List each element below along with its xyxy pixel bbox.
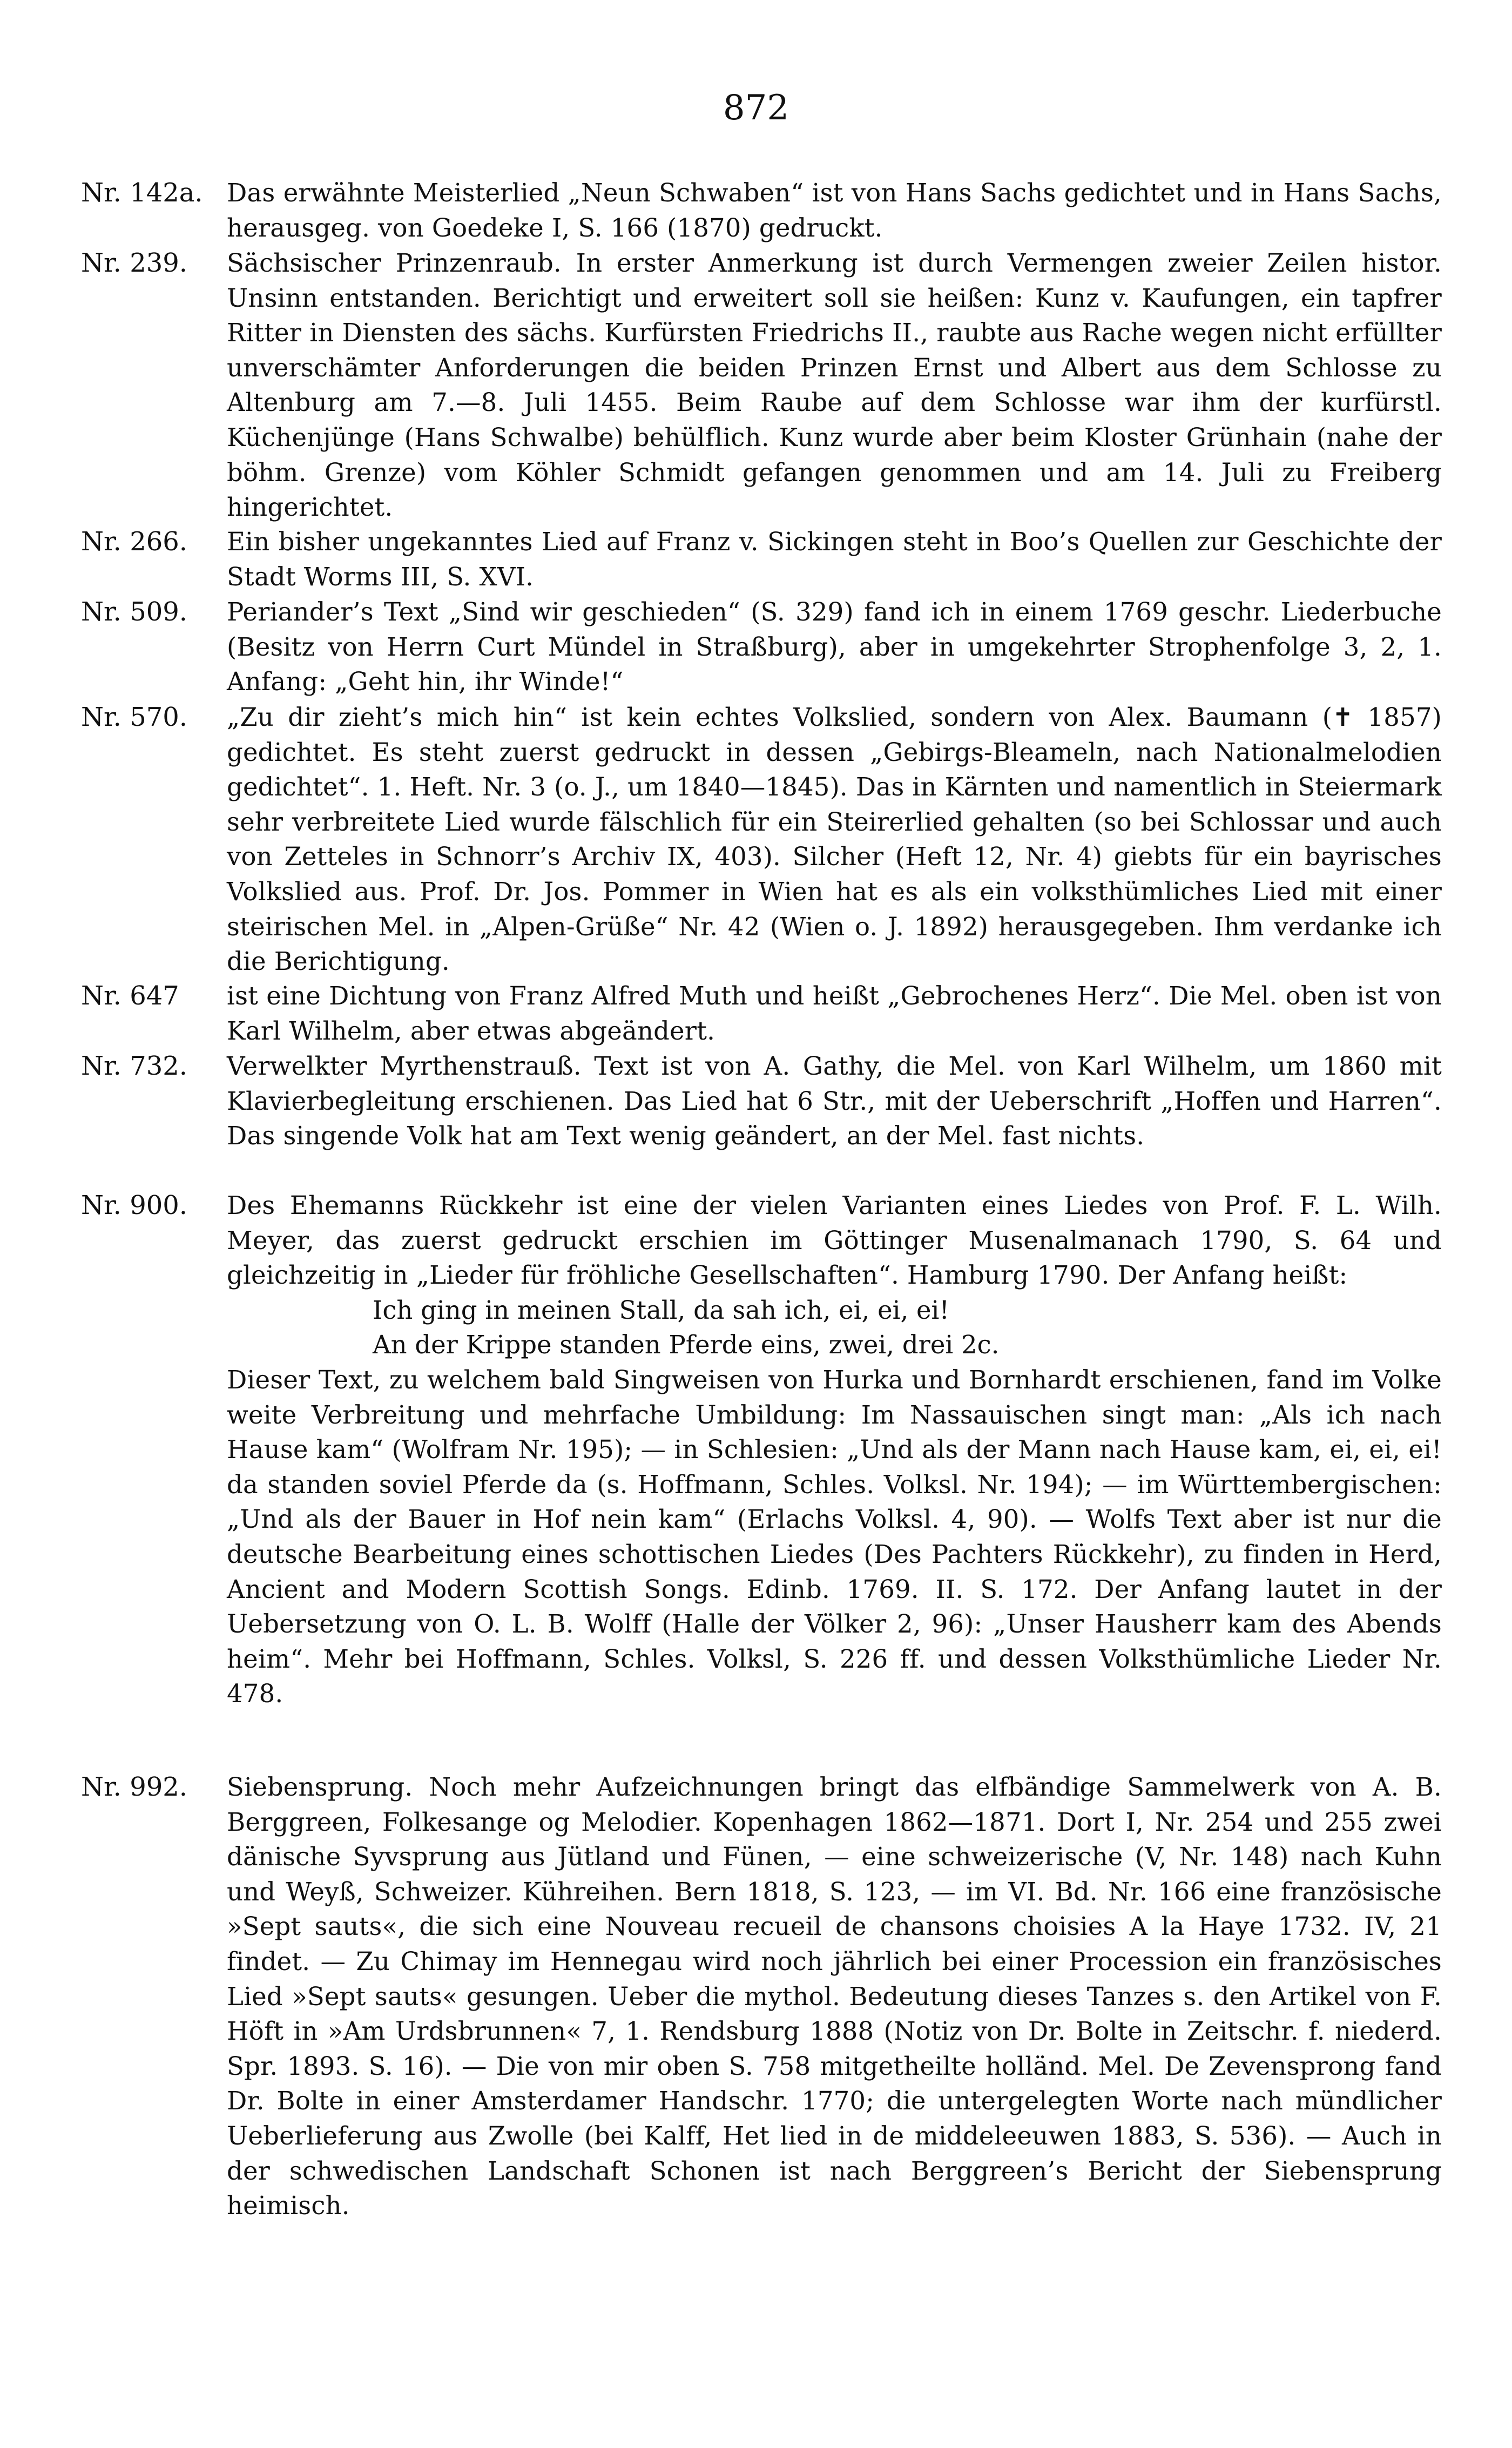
verse-line: Ich ging in meinen Stall, da sah ich, ei, ei, ei!: [373, 1295, 950, 1325]
entry-nr-992: [81, 1770, 1442, 2223]
entry-text: Des Ehemanns Rückkehr ist eine der vielen Varianten eines Liedes von Prof. F. L. Wilh. Meyer, das zuerst gedruckt erschien im Göttinger Musenalmanach 1790, S. 64 und gleichzeitig in „Lieder für fröhliche Gesellschaften“. Hamburg 1790. Der Anfang heißt:: [227, 1191, 1442, 1290]
entry-nr-647: [81, 979, 1442, 1049]
entry-text: Das erwähnte Meisterlied „Neun Schwaben“ ist von Hans Sachs gedichtet und in Hans Sachs, herausgeg. von Goedeke I, S. 166 (1870) gedruckt.: [227, 178, 1442, 242]
verse-quote: [227, 1293, 1442, 1363]
entry-number: Nr. 266.: [81, 527, 188, 557]
entry-nr-239: [81, 246, 1442, 524]
entry-text-continued: Dieser Text, zu welchem bald Singweisen von Hurka und Bornhardt erschienen, fand im Volke weite Verbreitung und mehrfache Umbildung: Im Nassauischen singt man: „Als ich nach Hause kam“ (Wolfram Nr. 195); — in Schlesien: „Und als der Mann nach Hause kam, ei, ei, ei! da standen soviel Pferde da (s. Hoffmann, Schles. Volksl. Nr. 194); — im Württembergischen: „Und als der Bauer in Hof nein kam“ (Erlachs Volksl. 4, 90). — Wolfs Text aber ist nur die deutsche Bearbeitung eines schottischen Liedes (Des Pachters Rückkehr), zu finden in Herd, Ancient and Modern Scottish Songs. Edinb. 1769. II. S. 172. Der Anfang lautet in der Uebersetzung von O. L. B. Wolff (Halle der Völker 2, 96): „Unser Hausherr kam des Abends heim“. Mehr bei Hoffmann, Schles. Volksl, S. 226 ff. und dessen Volksthümliche Lieder Nr. 478.: [227, 1365, 1442, 1709]
entries-list: [81, 176, 1442, 2223]
page-number: 872: [723, 88, 789, 128]
entry-nr-266: [81, 524, 1442, 595]
entry-nr-732: [81, 1049, 1442, 1188]
entry-number: Nr. 647: [81, 981, 179, 1011]
entry-number: Nr. 570.: [81, 702, 188, 732]
entry-text: „Zu dir zieht’s mich hin“ ist kein echtes Volkslied, sondern von Alex. Baumann (✝ 1857) gedichtet. Es steht zuerst gedruckt in dessen „Gebirgs-Bleameln, nach Nationalmelodien gedichtet“. 1. Heft. Nr. 3 (o. J., um 1840—1845). Das in Kärnten und namentlich in Steiermark sehr verbreitete Lied wurde fälschlich für ein Steirerlied gehalten (so bei Schlossar und auch von Zetteles in Schnorr’s Archiv IX, 403). Silcher (Heft 12, Nr. 4) giebts für ein bayrisches Volkslied aus. Prof. Dr. Jos. Pommer in Wien hat es als ein volksthümliches Lied mit einer steirischen Mel. in „Alpen-Grüße“ Nr. 42 (Wien o. J. 1892) herausgegeben. Ihm verdanke ich die Berichtigung.: [227, 703, 1442, 976]
entry-nr-900: [81, 1188, 1442, 1770]
entry-number: Nr. 142a.: [81, 178, 203, 208]
entry-text: Siebensprung. Noch mehr Aufzeichnungen bringt das elfbändige Sammelwerk von A. B. Berggreen, Folkesange og Melodier. Kopenhagen 1862—1871. Dort I, Nr. 254 und 255 zwei dänische Syvsprung aus Jütland und Fünen, — eine schweizerische (V, Nr. 148) nach Kuhn und Weyß, Schweizer. Kühreihen. Bern 1818, S. 123, — im VI. Bd. Nr. 166 eine französische »Sept sauts«, die sich eine Nouveau recueil de chansons choisies A la Haye 1732. IV, 21 findet. — Zu Chimay im Hennegau wird noch jährlich bei einer Procession ein französisches Lied »Sept sauts« gesungen. Ueber die mythol. Bedeutung dieses Tanzes s. den Artikel von F. Höft in »Am Urdsbrunnen« 7, 1. Rendsburg 1888 (Notiz von Dr. Bolte in Zeitschr. f. niederd. Spr. 1893. S. 16). — Die von mir oben S. 758 mitgetheilte holländ. Mel. De Zevensprong fand Dr. Bolte in einer Amsterdamer Handschr. 1770; die untergelegten Worte nach mündlicher Ueberlieferung aus Zwolle (bei Kalff, Het lied in de middeleeuwen 1883, S. 536). — Auch in der schwedischen Landschaft Schonen ist nach Berggreen’s Bericht der Siebensprung heimisch.: [227, 1772, 1442, 2221]
entry-text: Verwelkter Myrthenstrauß. Text ist von A. Gathy, die Mel. von Karl Wilhelm, um 1860 mit Klavierbegleitung erschienen. Das Lied hat 6 Str., mit der Ueberschrift „Hoffen und Harren“. Das singende Volk hat am Text wenig geändert, an der Mel. fast nichts.: [227, 1051, 1442, 1151]
entry-nr-142a: [81, 176, 1442, 246]
entry-text: ist eine Dichtung von Franz Alfred Muth und heißt „Gebrochenes Herz“. Die Mel. oben ist von Karl Wilhelm, aber etwas abgeändert.: [227, 981, 1442, 1046]
entry-number: Nr. 239.: [81, 248, 188, 278]
entry-nr-570: [81, 700, 1442, 979]
entry-number: Nr. 992.: [81, 1772, 188, 1802]
entry-nr-509: [81, 595, 1442, 700]
verse-line: An der Krippe standen Pferde eins, zwei, drei 2c.: [373, 1330, 1000, 1360]
entry-text: Sächsischer Prinzenraub. In erster Anmerkung ist durch Vermengen zweier Zeilen histor. Unsinn entstanden. Berichtigt und erweitert soll sie heißen: Kunz v. Kaufungen, ein tapfrer Ritter in Diensten des sächs. Kurfürsten Friedrichs II., raubte aus Rache wegen nicht erfüllter unverschämter Anforderungen die beiden Prinzen Ernst und Albert aus dem Schlosse zu Altenburg am 7.—8. Juli 1455. Beim Raube auf dem Schlosse war ihm der kurfürstl. Küchenjünge (Hans Schwalbe) behülflich. Kunz wurde aber beim Kloster Grünhain (nahe der böhm. Grenze) vom Köhler Schmidt gefangen genommen und am 14. Juli zu Freiberg hingerichtet.: [227, 248, 1442, 522]
entry-text: Ein bisher ungekanntes Lied auf Franz v. Sickingen steht in Boo’s Quellen zur Geschichte der Stadt Worms III, S. XVI.: [227, 527, 1442, 591]
entry-number: Nr. 900.: [81, 1190, 188, 1220]
entry-number: Nr. 732.: [81, 1051, 188, 1081]
entry-text: Periander’s Text „Sind wir geschieden“ (S. 329) fand ich in einem 1769 geschr. Liederbuche (Besitz von Herrn Curt Mündel in Straßburg), aber in umgekehrter Strophenfolge 3, 2, 1. Anfang: „Geht hin, ihr Winde!“: [227, 597, 1442, 697]
entry-number: Nr. 509.: [81, 597, 188, 627]
